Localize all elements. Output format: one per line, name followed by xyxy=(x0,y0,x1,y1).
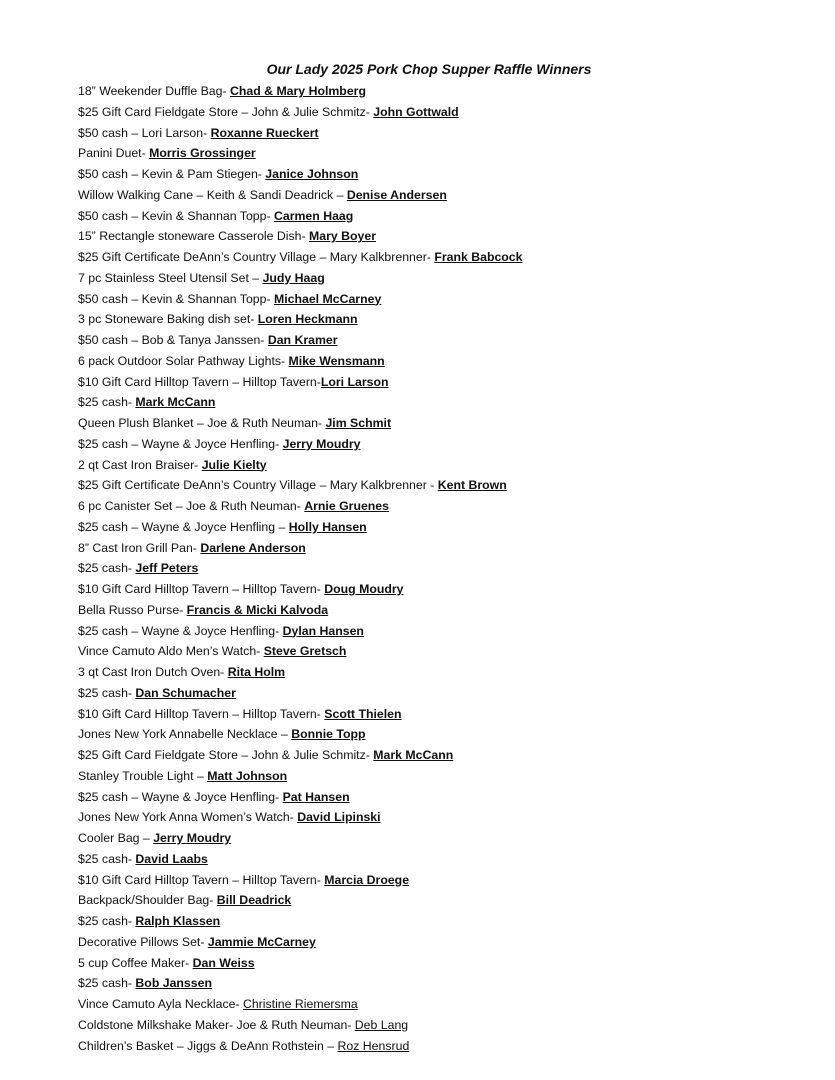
prize-text: 2 qt Cast Iron Braiser- xyxy=(78,457,202,472)
prize-text: $25 Gift Card Fieldgate Store – John & Julie Schmitz- xyxy=(78,748,374,762)
prize-text: Queen Plush Blanket – Joe & Ruth Neuman- xyxy=(78,416,326,430)
list-item xyxy=(78,413,818,434)
list-item xyxy=(78,870,818,891)
winner-name: Dan Kramer xyxy=(267,333,338,347)
list-item xyxy=(78,641,818,662)
page-title: Our Lady 2025 Pork Chop Supper Raffle Winners xyxy=(266,61,592,77)
prize-text: 6 pc Canister Set – Joe & Ruth Neuman- xyxy=(78,499,305,513)
winner-name: David Laabs xyxy=(135,851,208,866)
list-item xyxy=(78,807,818,828)
winner-name: Dan Schumacher xyxy=(135,685,236,700)
winner-name: Bob Janssen xyxy=(135,976,212,991)
prize-text: 8” Cast Iron Grill Pan- xyxy=(78,540,201,555)
prize-text: $25 cash – Wayne & Joyce Henfling – xyxy=(78,519,289,534)
list-item xyxy=(78,123,818,144)
list-item xyxy=(78,1036,818,1057)
prize-text: Backpack/Shoulder Bag- xyxy=(78,893,217,908)
list-item xyxy=(78,973,818,994)
winner-name: David Lipinski xyxy=(297,810,381,825)
list-item xyxy=(78,558,818,579)
winner-list xyxy=(78,81,818,1056)
prize-text: Decorative Pillows Set- xyxy=(78,934,208,949)
prize-text: 18” Weekender Duffle Bag- xyxy=(78,84,230,98)
list-item xyxy=(78,724,818,745)
list-item xyxy=(78,787,818,808)
list-item xyxy=(78,517,818,538)
list-item xyxy=(78,102,818,123)
winner-name: John Gottwald xyxy=(373,104,459,119)
winner-name: Matt Johnson xyxy=(207,768,288,783)
prize-text: $50 cash – Bob & Tanya Janssen- xyxy=(78,333,268,347)
prize-text: 7 pc Stainless Steel Utensil Set – xyxy=(78,270,263,285)
list-item xyxy=(78,206,818,227)
prize-text: $25 cash- xyxy=(78,976,136,991)
winner-name: Janice Johnson xyxy=(265,167,359,181)
prize-text: Children’s Basket – Jiggs & DeAnn Rothstein – xyxy=(78,1038,338,1053)
prize-text: $25 cash- xyxy=(78,685,136,700)
winner-name: Mary Boyer xyxy=(309,229,377,244)
list-item xyxy=(78,1015,818,1036)
list-item xyxy=(78,828,818,849)
winner-name: Pat Hansen xyxy=(282,789,350,804)
winner-name: Darlene Anderson xyxy=(200,540,306,555)
list-item xyxy=(78,247,818,268)
list-item xyxy=(78,330,818,351)
list-item xyxy=(78,766,818,787)
prize-text: 15” Rectangle stoneware Casserole Dish- xyxy=(78,229,310,244)
list-item xyxy=(78,932,818,953)
prize-text: $25 cash – Wayne & Joyce Henfling- xyxy=(78,623,283,638)
winner-name: Doug Moudry xyxy=(324,582,404,596)
winner-name: Roxanne Rueckert xyxy=(210,125,319,140)
list-item xyxy=(78,890,818,911)
prize-text: $50 cash – Kevin & Pam Stiegen- xyxy=(78,167,266,181)
prize-text: $25 Gift Card Fieldgate Store – John & Julie Schmitz- xyxy=(78,104,374,119)
winner-name: Dylan Hansen xyxy=(282,623,364,638)
prize-text: Vince Camuto Aldo Men’s Watch- xyxy=(78,644,264,659)
winner-name: Francis & Micki Kalvoda xyxy=(186,602,329,617)
winner-name: Jammie McCarney xyxy=(207,934,316,949)
prize-text: $25 cash- xyxy=(78,914,136,928)
prize-text: $50 cash – Kevin & Shannan Topp- xyxy=(78,208,274,223)
winner-name: Scott Thielen xyxy=(324,706,402,721)
winner-name: Frank Babcock xyxy=(434,250,523,264)
prize-text: $10 Gift Card Hilltop Tavern – Hilltop Tavern- xyxy=(78,374,321,389)
prize-text: Coldstone Milkshake Maker- Joe & Ruth Neuman- xyxy=(78,1017,355,1032)
list-item xyxy=(78,434,818,455)
list-item xyxy=(78,289,818,310)
winner-name: Chad & Mary Holmberg xyxy=(229,84,366,98)
prize-text: Willow Walking Cane – Keith & Sandi Deadrick – xyxy=(78,187,347,202)
winner-name: Mark McCann xyxy=(135,395,216,410)
prize-text: Bella Russo Purse- xyxy=(78,602,187,617)
list-item xyxy=(78,683,818,704)
winner-name: Jerry Moudry xyxy=(153,831,232,845)
prize-text: $25 cash- xyxy=(78,395,136,410)
winner-name: Carmen Haag xyxy=(273,208,354,223)
list-item xyxy=(78,538,818,559)
winner-name: Ralph Klassen xyxy=(135,914,221,928)
list-item xyxy=(78,911,818,932)
prize-text: Vince Camuto Ayla Necklace- xyxy=(78,997,243,1011)
list-item xyxy=(78,143,818,164)
winner-name: Morris Grossinger xyxy=(149,146,256,161)
prize-text: $10 Gift Card Hilltop Tavern – Hilltop Tavern- xyxy=(78,582,325,596)
winner-name: Kent Brown xyxy=(437,478,507,493)
list-item xyxy=(78,849,818,870)
winner-name: Roz Hensrud xyxy=(337,1038,410,1053)
list-item xyxy=(78,621,818,642)
winner-name: Holly Hansen xyxy=(288,519,367,534)
winner-name: Bonnie Topp xyxy=(291,727,366,742)
prize-text: $50 cash – Lori Larson- xyxy=(78,125,211,140)
winner-name: Bill Deadrick xyxy=(216,893,292,908)
list-item xyxy=(78,268,818,289)
winner-name: Deb Lang xyxy=(354,1017,409,1032)
winner-name: Rita Holm xyxy=(227,665,286,679)
winner-name: Christine Riemersma xyxy=(242,997,358,1011)
list-item xyxy=(78,475,818,496)
winner-name: Jeff Peters xyxy=(135,561,199,576)
winner-name: Michael McCarney xyxy=(273,291,382,306)
list-item xyxy=(78,226,818,247)
list-item xyxy=(78,662,818,683)
list-item xyxy=(78,351,818,372)
list-item xyxy=(78,579,818,600)
prize-text: $25 cash – Wayne & Joyce Henfling- xyxy=(78,789,283,804)
winner-name: Loren Heckmann xyxy=(257,312,358,327)
prize-text: 3 qt Cast Iron Dutch Oven- xyxy=(78,665,228,679)
winner-name: Jerry Moudry xyxy=(282,436,361,451)
prize-text: 5 cup Coffee Maker- xyxy=(78,955,193,970)
prize-text: Panini Duet- xyxy=(78,146,150,161)
winner-name: Denise Andersen xyxy=(346,187,447,202)
prize-text: $25 cash- xyxy=(78,561,136,576)
prize-text: $25 cash – Wayne & Joyce Henfling- xyxy=(78,436,283,451)
winner-name: Dan Weiss xyxy=(192,955,255,970)
prize-text: $25 Gift Certificate DeAnn’s Country Village – Mary Kalkbrenner - xyxy=(78,478,438,493)
list-item xyxy=(78,81,818,102)
list-item xyxy=(78,392,818,413)
prize-text: 6 pack Outdoor Solar Pathway Lights- xyxy=(78,353,289,368)
list-item xyxy=(78,164,818,185)
list-item xyxy=(78,745,818,766)
winner-name: Marcia Droege xyxy=(324,872,410,887)
winner-name: Lori Larson xyxy=(320,374,389,389)
winner-name: Mike Wensmann xyxy=(288,353,385,368)
prize-text: Stanley Trouble Light – xyxy=(78,768,208,783)
prize-text: $50 cash – Kevin & Shannan Topp- xyxy=(78,291,274,306)
prize-text: $10 Gift Card Hilltop Tavern – Hilltop Tavern- xyxy=(78,706,325,721)
winner-name: Steve Gretsch xyxy=(263,644,347,659)
prize-text: Cooler Bag – xyxy=(78,831,154,845)
list-item xyxy=(78,455,818,476)
winner-name: Judy Haag xyxy=(262,270,325,285)
winner-name: Jim Schmit xyxy=(325,416,392,430)
list-item xyxy=(78,994,818,1015)
list-item xyxy=(78,953,818,974)
prize-text: 3 pc Stoneware Baking dish set- xyxy=(78,312,258,327)
winner-name: Julie Kielty xyxy=(201,457,267,472)
prize-text: $25 cash- xyxy=(78,851,136,866)
prize-text: $10 Gift Card Hilltop Tavern – Hilltop Tavern- xyxy=(78,872,325,887)
prize-text: $25 Gift Certificate DeAnn’s Country Village – Mary Kalkbrenner- xyxy=(78,250,435,264)
list-item xyxy=(78,309,818,330)
winner-name: Arnie Gruenes xyxy=(304,499,389,513)
prize-text: Jones New York Anna Women’s Watch- xyxy=(78,810,298,825)
list-item xyxy=(78,704,818,725)
prize-text: Jones New York Annabelle Necklace – xyxy=(78,727,292,742)
list-item xyxy=(78,496,818,517)
winner-name: Mark McCann xyxy=(373,748,454,762)
list-item xyxy=(78,372,818,393)
list-item xyxy=(78,600,818,621)
list-item xyxy=(78,185,818,206)
